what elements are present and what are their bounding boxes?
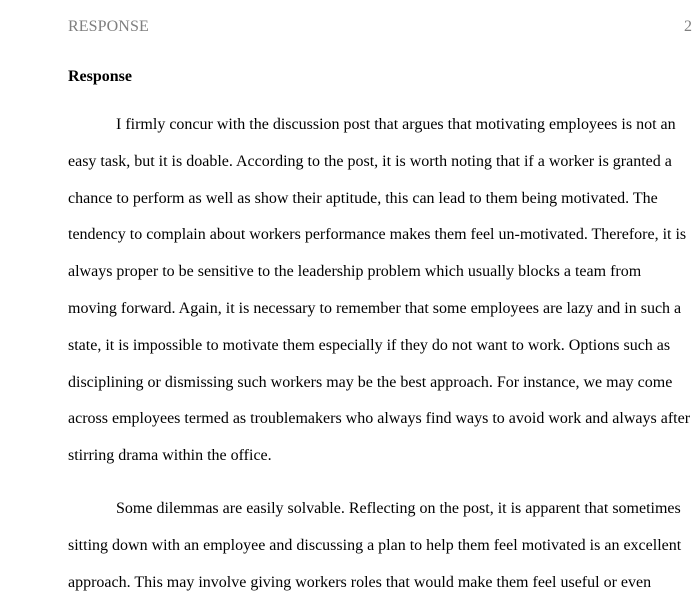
paragraph-spacer xyxy=(68,475,690,491)
paragraph-line: moving forward. Again, it is necessary to remember that some employees are lazy and in such a xyxy=(68,299,682,317)
paragraph-line: state, it is impossible to motivate them especially if they do not want to work. Options such as xyxy=(68,336,671,354)
paragraph-2 xyxy=(68,491,690,597)
paragraph-line: always proper to be sensitive to the leadership problem which usually blocks a team from xyxy=(68,263,642,281)
page-number: 2 xyxy=(684,18,692,35)
section-heading: Response xyxy=(68,68,133,85)
running-head: RESPONSE xyxy=(68,18,149,35)
document-body xyxy=(68,107,690,597)
paragraph-line: tendency to complain about workers performance makes them feel un-motivated. Therefore, it is xyxy=(68,226,687,244)
paragraph-1 xyxy=(68,107,690,475)
paragraph-line: easy task, but it is doable. According to the post, it is worth noting that if a worker is granted a xyxy=(68,152,672,170)
paragraph-line: Some dilemmas are easily solvable. Reflecting on the post, it is apparent that sometimes xyxy=(116,499,681,517)
paragraph-line: stirring drama within the office. xyxy=(68,447,272,465)
paragraph-line: I firmly concur with the discussion post that argues that motivating employees is not an xyxy=(116,116,676,133)
paragraph-line: disciplining or dismissing such workers may be the best approach. For instance, we may come xyxy=(68,373,673,391)
paragraph-line: sitting down with an employee and discussing a plan to help them feel motivated is an excellent xyxy=(68,536,682,554)
paragraph-line: approach. This may involve giving workers roles that would make them feel useful or even xyxy=(68,573,652,591)
paragraph-line: across employees termed as troublemakers who always find ways to avoid work and always after xyxy=(68,410,691,428)
paragraph-line: chance to perform as well as show their aptitude, this can lead to them being motivated. The xyxy=(68,189,658,207)
